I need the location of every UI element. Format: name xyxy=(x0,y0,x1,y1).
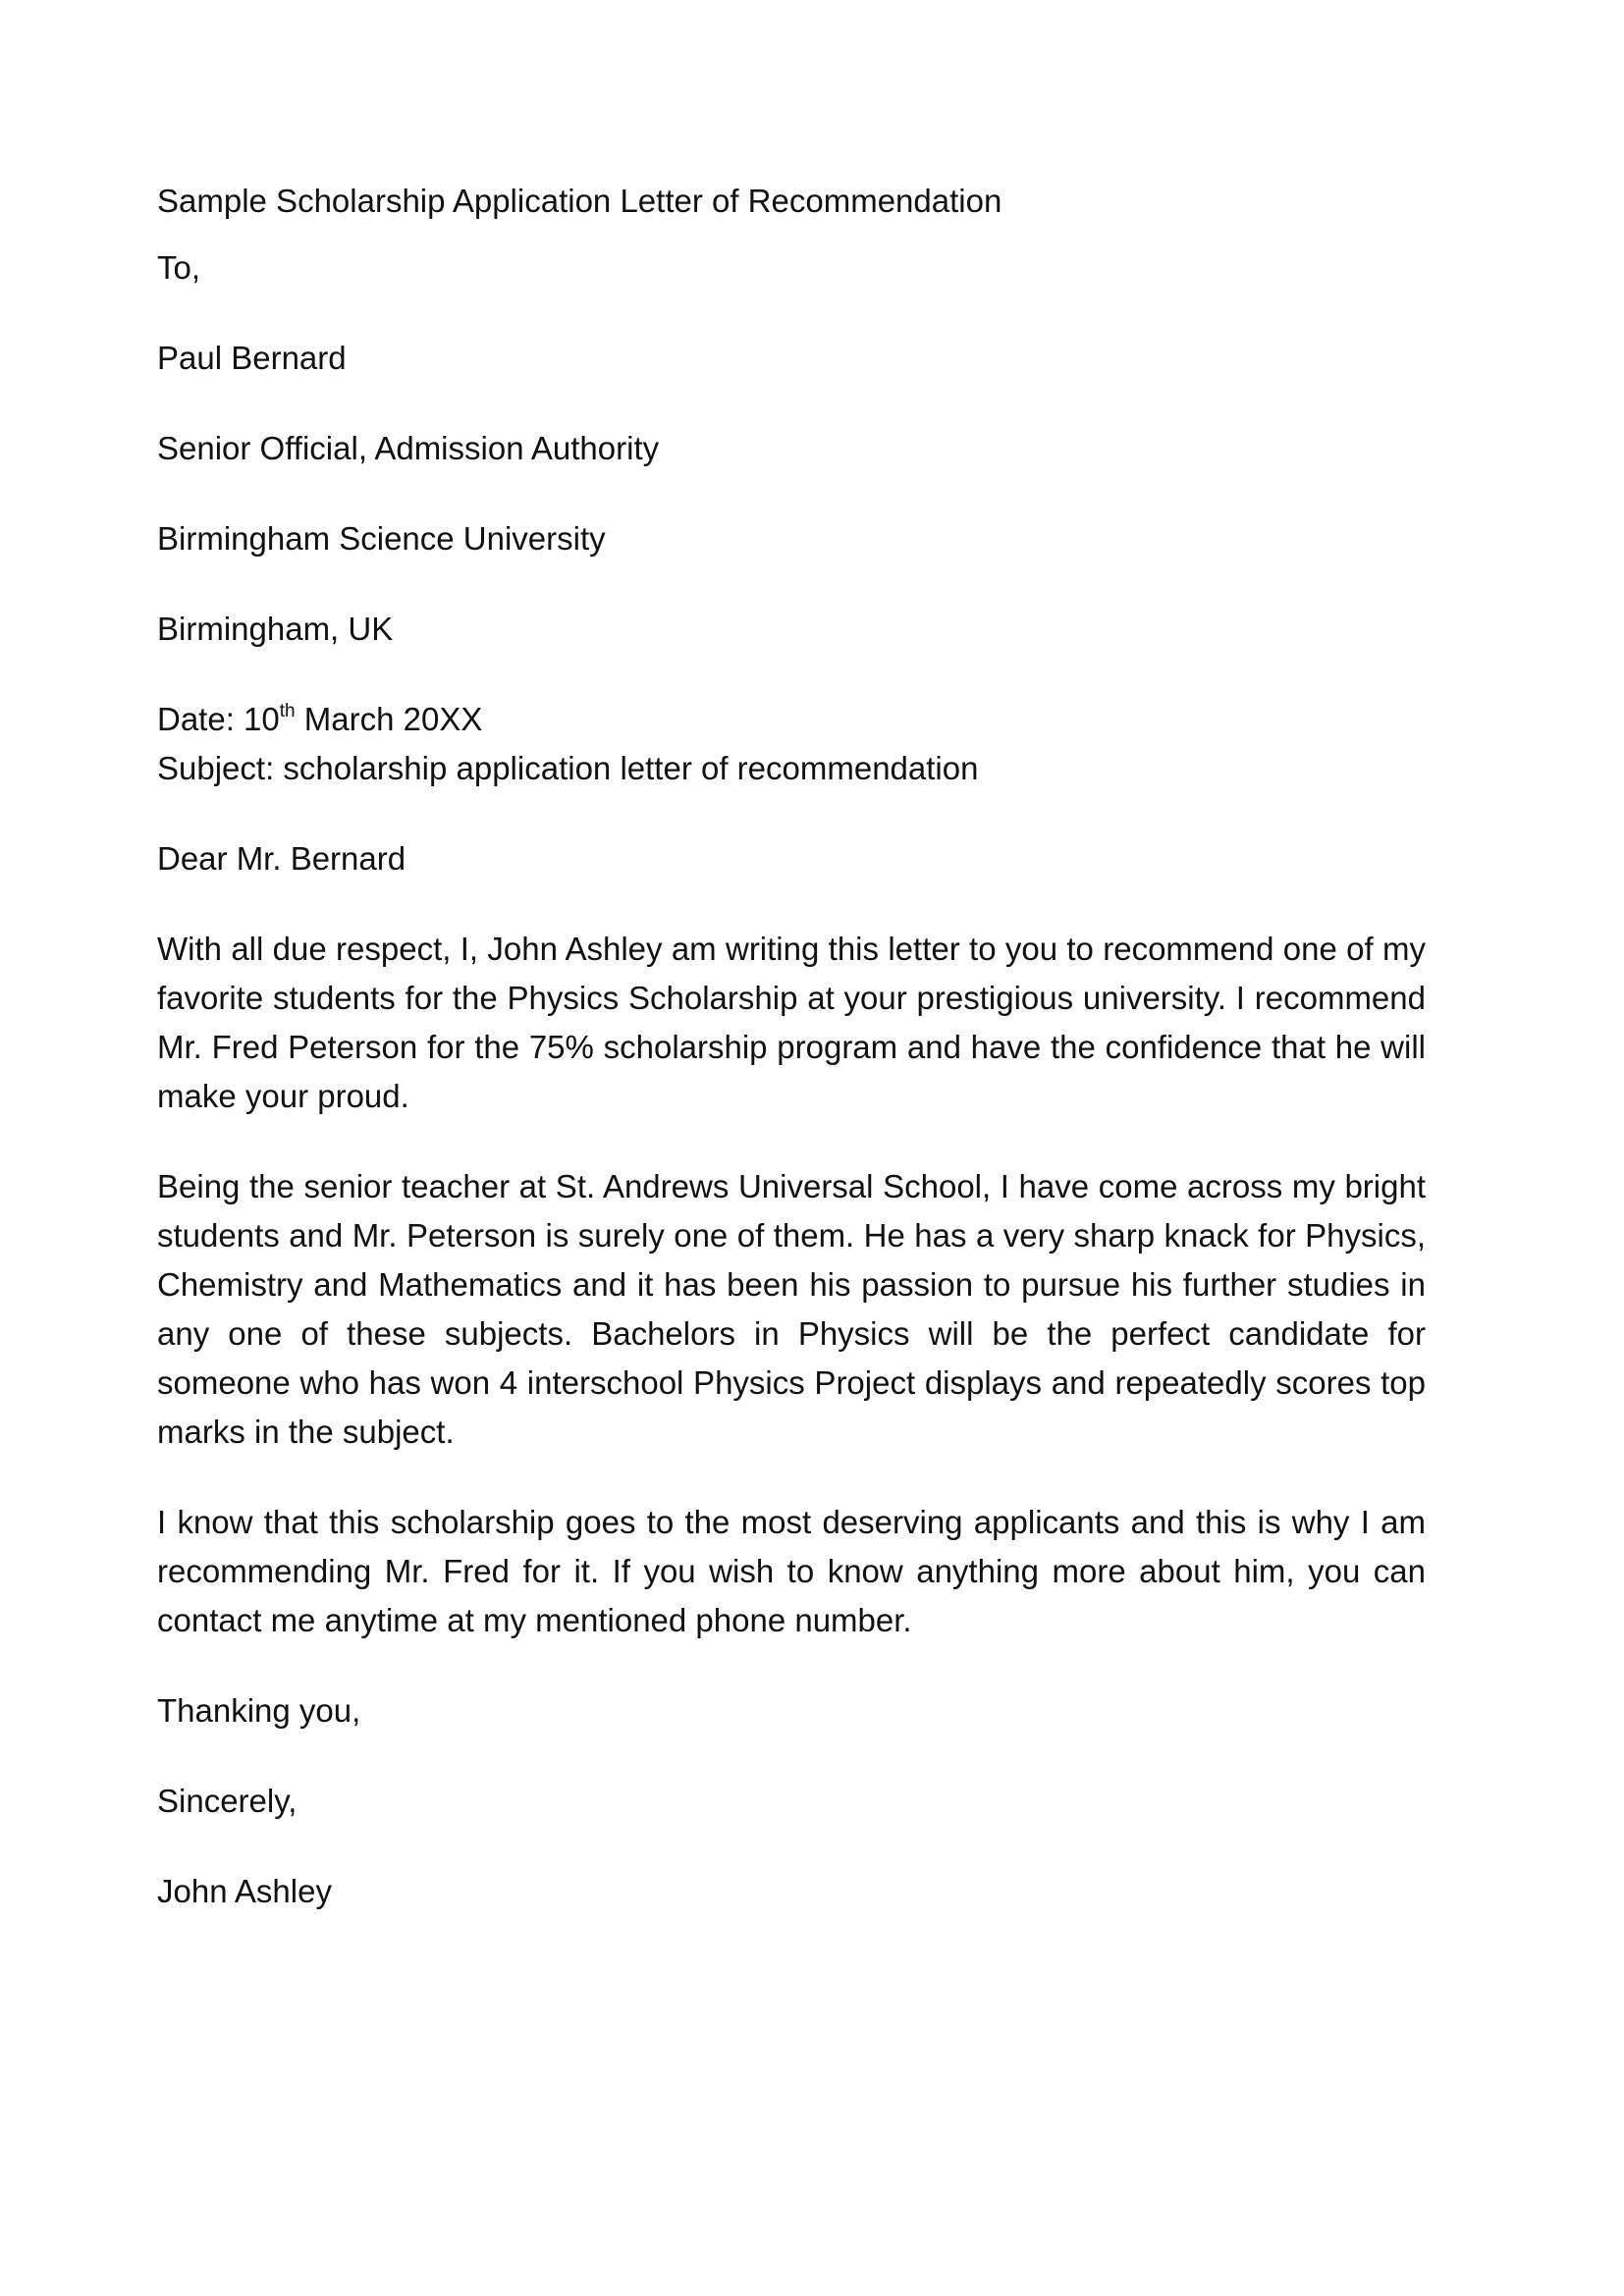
letter-date xyxy=(157,695,1426,744)
recipient-name: Paul Bernard xyxy=(157,340,347,376)
closing-thanks: Thanking you, xyxy=(157,1692,361,1729)
recipient-institution: Birmingham Science University xyxy=(157,520,606,557)
salutation-to: To, xyxy=(157,249,201,286)
recipient-position: Senior Official, Admission Authority xyxy=(157,430,660,466)
document-title: Sample Scholarship Application Letter of Recommendation xyxy=(157,183,1002,219)
body-paragraph-2: Being the senior teacher at St. Andrews Universal School, I have come across my bright students and Mr. Peterson is surely one of them. He has a very sharp knack for Physics, Chemistry and Mathematics and it has been his passion to pursue his further studies in any one of these subjects. Bachelors in Physics will be the perfect candidate for someone who has won 4 interschool Physics Project displays and repeatedly scores top marks in the subject. xyxy=(157,1168,1426,1450)
date-rest: March 20XX xyxy=(295,701,483,737)
recipient-location: Birmingham, UK xyxy=(157,611,394,647)
body-paragraph-1: With all due respect, I, John Ashley am writing this letter to you to recommend one of my favorite students for the Physics Scholarship at your prestigious university. I recommend Mr. Fred Peterson for the 75% scholarship program and have the confidence that he will make your proud. xyxy=(157,931,1426,1114)
letter-greeting: Dear Mr. Bernard xyxy=(157,840,406,877)
letter-subject: Subject: scholarship application letter of recommendation xyxy=(157,750,979,786)
signature-name: John Ashley xyxy=(157,1873,332,1909)
date-ordinal-suffix: th xyxy=(279,701,296,721)
closing-sincerely: Sincerely, xyxy=(157,1783,298,1819)
date-prefix: Date: 10 xyxy=(157,701,280,737)
letter-body xyxy=(157,177,1426,1916)
body-paragraph-3: I know that this scholarship goes to the most deserving applicants and this is why I am recommending Mr. Fred for it. If you wish to know anything more about him, you can contact me anytime at my mentioned phone number. xyxy=(157,1504,1426,1638)
